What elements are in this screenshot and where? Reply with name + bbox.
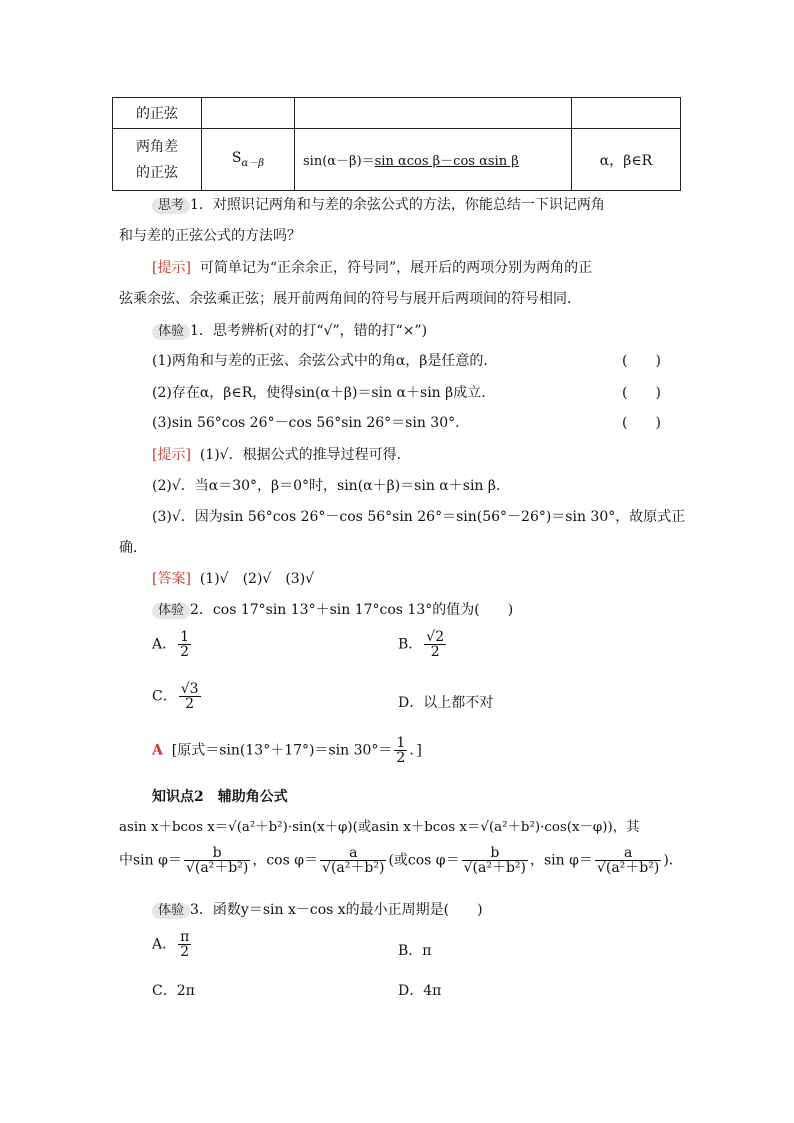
fraction [178, 930, 191, 959]
numerator: √2 [426, 629, 445, 645]
denominator: 2 [396, 750, 406, 766]
denominator: 2 [185, 696, 195, 712]
fraction [179, 682, 201, 711]
formula-text: ，sin φ＝ [530, 852, 593, 869]
hint-text: 可简单记为“正余余正，符号同”，展开后的两项分别为两角的正 [199, 260, 593, 276]
ex3-option-d: D．4π [398, 983, 442, 999]
option-label: C． [152, 688, 177, 705]
ex-tag: 体验 [152, 603, 190, 619]
formula-line: asin x＋bcos x＝√(a²＋b²)·sin(x＋φ)(或asin x＋bcos x＝√(a²＋b²)·cos(x－φ))，其 [119, 820, 640, 835]
formula-text: ，cos φ＝ [252, 852, 319, 869]
ex3-option-b: B．π [398, 943, 432, 959]
formula-text: (或cos φ＝ [388, 852, 460, 869]
hint-label: [提示] [152, 447, 191, 463]
fraction [394, 736, 407, 765]
formula-line-2 [119, 846, 683, 875]
ex2-option-d [398, 692, 493, 712]
table-row [113, 129, 681, 191]
table-cell [202, 98, 295, 129]
ex1-hint-1 [152, 444, 411, 464]
option-label: A． [152, 636, 177, 653]
hint-label: [提示] [152, 260, 191, 276]
table-cell [295, 98, 572, 129]
ex1-hint-2: (2)√．当α＝30°，β＝0°时，sin(α＋β)＝sin α＋sin β． [152, 478, 510, 494]
ex-tag: 体验 [152, 324, 190, 340]
table-cell [202, 129, 295, 191]
fraction [462, 846, 528, 875]
cell-line: 两角差 [136, 138, 178, 155]
ex1-hint-3: (3)√．因为sin 56°cos 26°－cos 56°sin 26°＝sin(56°－26°)＝sin 30°，故原式正 [152, 509, 686, 525]
table-cell: α，β∈R [572, 129, 681, 191]
think-question-line1 [152, 194, 605, 214]
cell-line: 的正弦 [136, 164, 178, 181]
ex2-option-c [152, 682, 203, 711]
answer-end: ．] [409, 742, 422, 759]
ex1-item-1: (1)两角和与差的正弦、余弦公式中的角α，β是任意的． [152, 353, 498, 369]
numerator: a [320, 846, 386, 861]
fraction [320, 846, 386, 875]
ex2-title [152, 599, 513, 619]
section-title: 知识点2 辅助角公式 [152, 789, 288, 805]
fraction [424, 630, 446, 659]
ex1-hint-3-cont: 确． [119, 540, 147, 556]
numerator: 1 [396, 735, 406, 751]
ex1-title [152, 320, 427, 340]
denominator: 2 [180, 944, 190, 960]
table-cell [295, 129, 572, 191]
ex3-title [152, 899, 483, 919]
hint-text: (1)√．根据公式的推导过程可得． [199, 447, 411, 463]
ex-tag: 体验 [152, 903, 190, 919]
answer-text: (1)√ (2)√ (3)√ [199, 571, 315, 587]
think-q1: 1．对照识记两角和与差的余弦公式的方法，你能总结一下识记两角 [190, 197, 605, 213]
option-text: 以上都不对 [423, 695, 494, 711]
fraction [178, 630, 191, 659]
fraction [595, 846, 661, 875]
answer-paren: ( ) [622, 415, 661, 431]
think-hint-line1 [152, 257, 592, 277]
numerator: √3 [180, 681, 199, 697]
table-row [113, 98, 681, 129]
ex1-answer [152, 568, 314, 588]
table-cell [113, 129, 202, 191]
formula-table [112, 97, 681, 191]
formula-symbol: S [231, 150, 242, 167]
fraction [184, 846, 250, 875]
ex1-item-3: (3)sin 56°cos 26°－cos 56°sin 26°＝sin 30°． [152, 415, 470, 431]
option-label: B． [398, 636, 423, 653]
formula-text: 中sin φ＝ [119, 852, 182, 869]
option-label: D． [398, 695, 424, 711]
formula-underlined: sin αcos β－cos αsin β [374, 154, 519, 169]
formula-text: )． [663, 852, 683, 869]
denominator: √(a²＋b²) [185, 860, 249, 876]
ex2-answer [152, 736, 422, 765]
answer-paren: ( ) [622, 353, 661, 369]
formula-prefix: sin(α－β)＝ [303, 154, 375, 169]
ex3-title-text: 3．函数y＝sin x－cos x的最小正周期是( ) [190, 902, 483, 918]
answer-label: [答案] [152, 571, 191, 587]
ex3-option-c: C．2π [152, 983, 195, 999]
answer-letter: A [152, 742, 163, 759]
numerator: b [184, 846, 250, 861]
table-cell [572, 98, 681, 129]
ex2-title-text: 2．cos 17°sin 13°＋sin 17°cos 13°的值为( ) [190, 602, 514, 618]
option-label: A． [152, 936, 177, 953]
ex1-title-text: 1．思考辨析(对的打“√”，错的打“×”) [190, 323, 428, 339]
ex3-option-a [152, 930, 193, 959]
numerator: π [180, 929, 190, 945]
ex2-option-b [398, 630, 448, 659]
formula-subscript: α－β [241, 157, 265, 169]
answer-text: [原式＝sin(13°＋17°)＝sin 30°＝ [171, 742, 393, 759]
denominator: √(a²＋b²) [463, 860, 526, 876]
ex1-item-2: (2)存在α，β∈R，使得sin(α＋β)＝sin α＋sin β成立． [152, 385, 496, 401]
numerator: b [462, 846, 528, 861]
think-hint-line2: 弦乘余弦、余弦乘正弦；展开前两角间的符号与展开后两项间的符号相同． [119, 291, 581, 307]
numerator: a [595, 846, 661, 861]
think-tag: 思考 [152, 198, 190, 214]
denominator: √(a²＋b²) [322, 860, 385, 876]
table-cell: 的正弦 [113, 98, 202, 129]
numerator: 1 [180, 629, 190, 645]
think-question-line2: 和与差的正弦公式的方法吗？ [119, 228, 301, 244]
denominator: 2 [180, 644, 190, 660]
answer-paren: ( ) [622, 385, 661, 401]
ex2-option-a [152, 630, 193, 659]
denominator: √(a²＋b²) [596, 860, 660, 876]
denominator: 2 [430, 644, 440, 660]
